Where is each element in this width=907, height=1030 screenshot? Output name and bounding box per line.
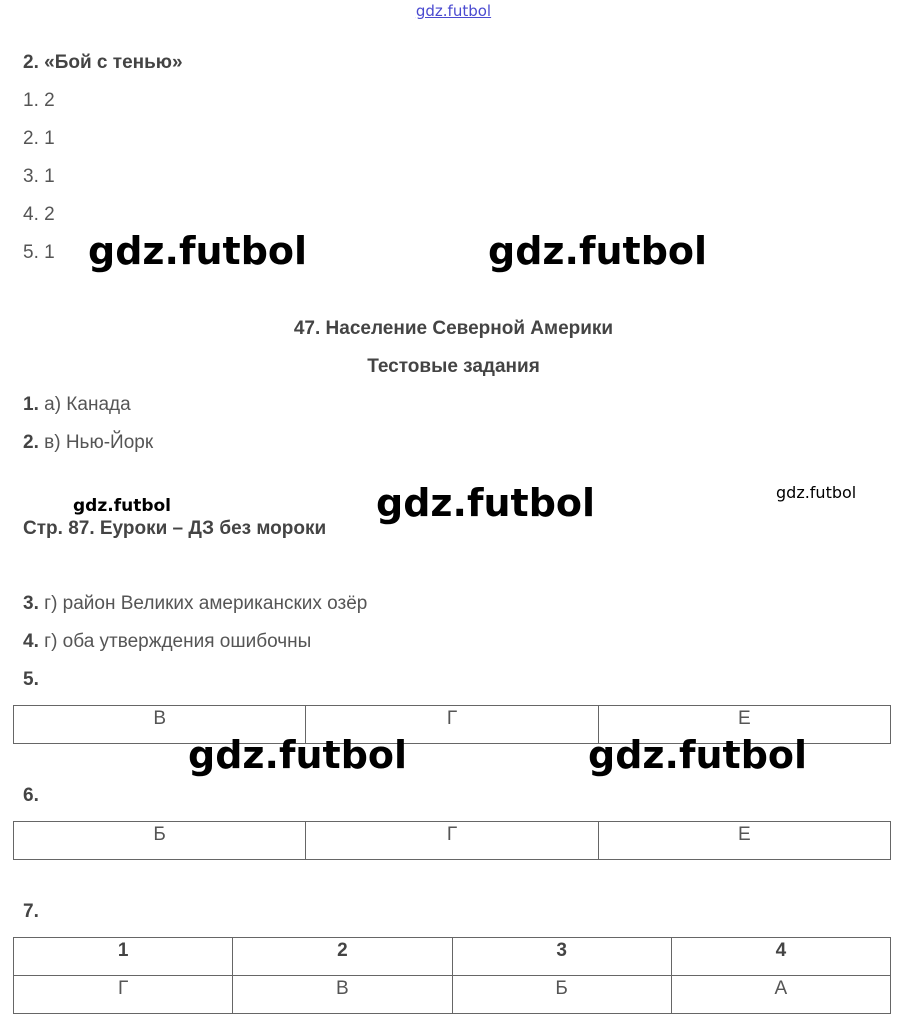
section-2-item-3: 3. 1 <box>23 166 55 187</box>
question-7-table <box>13 937 891 1014</box>
watermark-big-3: gdz.futbol <box>376 481 596 525</box>
section-2-title: 2. «Бой с тенью» <box>23 52 183 73</box>
question-1-text: а) Канада <box>38 394 131 415</box>
question-3-text: г) район Великих американских озёр <box>38 593 368 614</box>
section-2-item-5: 5. 1 <box>23 242 55 263</box>
section-47-title: 47. Население Северной Америки <box>293 318 614 339</box>
question-4-answer <box>23 631 311 653</box>
question-5-label: 5. <box>23 669 39 690</box>
table-cell: В <box>14 706 306 744</box>
question-3-answer <box>23 593 367 615</box>
question-4-text: г) оба утверждения ошибочны <box>38 631 312 652</box>
table-header-row <box>14 938 891 976</box>
question-6-table <box>13 821 891 860</box>
question-1-number: 1. <box>23 394 39 415</box>
section-47-subtitle: Тестовые задания <box>367 356 540 377</box>
table-row <box>14 822 891 860</box>
page-reference: Стр. 87. Еуроки – ДЗ без мороки <box>23 518 327 539</box>
section-2-item-4: 4. 2 <box>23 204 55 225</box>
table-cell: Е <box>598 706 890 744</box>
question-2-answer <box>23 432 153 454</box>
table-header-cell: 1 <box>14 938 233 976</box>
section-2-item-2: 2. 1 <box>23 128 55 149</box>
table-cell: Г <box>306 822 598 860</box>
table-row <box>14 976 891 1014</box>
watermark-big-2: gdz.futbol <box>488 229 708 273</box>
section-2-item-1: 1. 2 <box>23 90 55 111</box>
question-2-text: в) Нью-Йорк <box>38 432 154 453</box>
watermark-big-5: gdz.futbol <box>588 733 808 777</box>
question-7-label: 7. <box>23 901 39 922</box>
watermark-big-4: gdz.futbol <box>188 733 408 777</box>
table-cell: Г <box>306 706 598 744</box>
table-cell: А <box>671 976 890 1014</box>
table-cell: Г <box>14 976 233 1014</box>
question-1-answer <box>23 394 131 416</box>
watermark-big-1: gdz.futbol <box>88 229 308 273</box>
question-6-label: 6. <box>23 785 39 806</box>
question-3-number: 3. <box>23 593 39 614</box>
table-cell: В <box>233 976 452 1014</box>
table-cell: Е <box>598 822 890 860</box>
watermark-small-left: gdz.futbol <box>73 496 171 516</box>
table-cell: Б <box>452 976 671 1014</box>
table-header-cell: 4 <box>671 938 890 976</box>
watermark-small-right: gdz.futbol <box>776 483 857 502</box>
question-4-number: 4. <box>23 631 39 652</box>
table-header-cell: 3 <box>452 938 671 976</box>
question-2-number: 2. <box>23 432 39 453</box>
table-header-cell: 2 <box>233 938 452 976</box>
watermark-top-link[interactable]: gdz.futbol <box>415 2 492 20</box>
table-cell: Б <box>14 822 306 860</box>
